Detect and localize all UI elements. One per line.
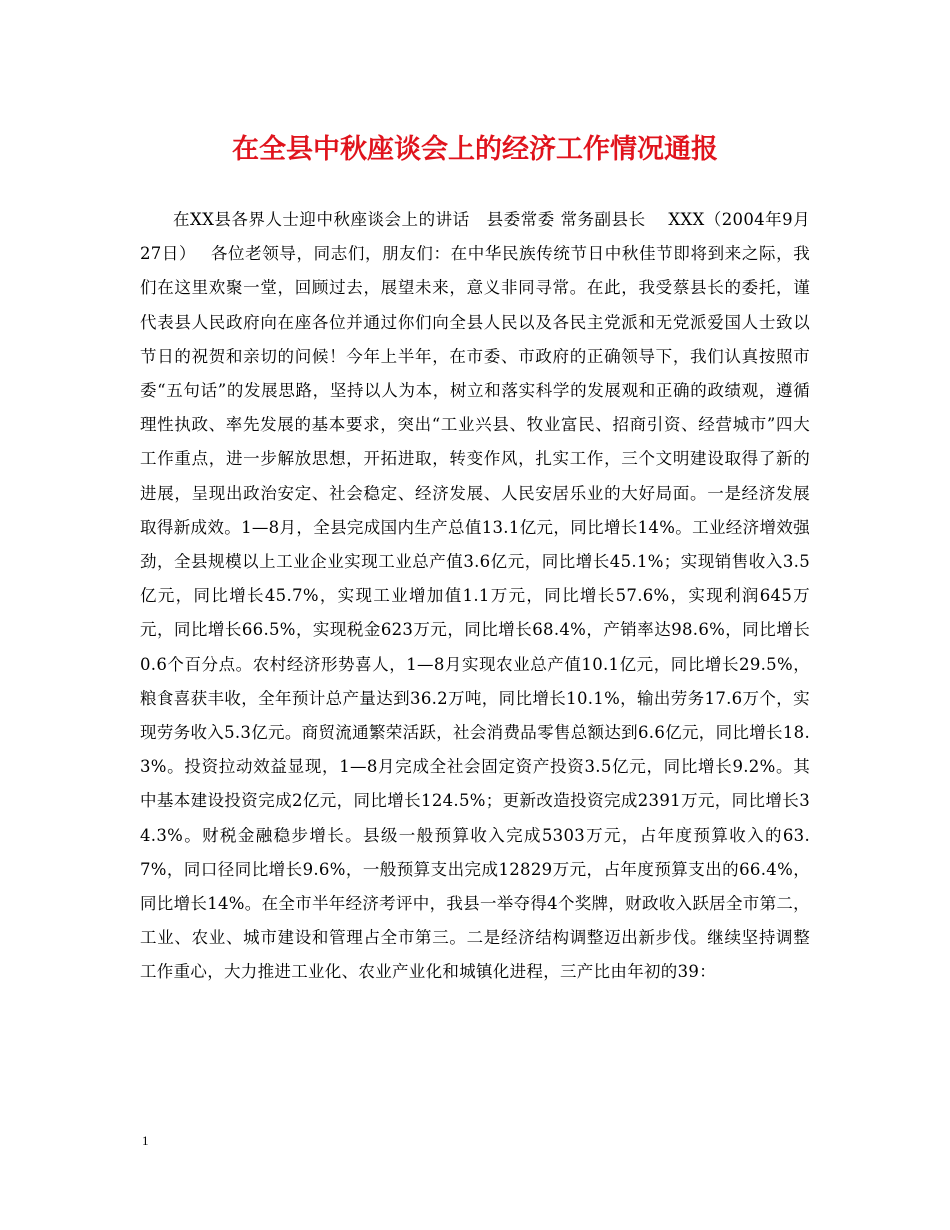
body-paragraph: 在XX县各界人士迎中秋座谈会上的讲话 县委常委 常务副县长 XXX（2004年9月27日） 各位老领导，同志们，朋友们：在中华民族传统节日中秋佳节即将到来之际，我们在这里欢聚一堂，回顾过去，展望未来，意义非同寻常。在此，我受蔡县长的委托，谨代表县人民政府向在座各位并通过你们向全县人民以及各民主党派和无党派爱国人士致以节日的祝贺和亲切的问候！今年上半年，在市委、市政府的正确领导下，我们认真按照市委“五句话”的发展思路，坚持以人为本，树立和落实科学的发展观和正确的政绩观，遵循理性执政、率先发展的基本要求，突出“工业兴县、牧业富民、招商引资、经营城市”四大工作重点，进一步解放思想，开拓进取，转变作风，扎实工作，三个文明建设取得了新的进展，呈现出政治安定、社会稳定、经济发展、人民安居乐业的大好局面。一是经济发展取得新成效。1—8月，全县完成国内生产总值13.1亿元，同比增长14%。工业经济增效强劲，全县规模以上工业企业实现工业总产值3.6亿元，同比增长45.1%；实现销售收入3.5亿元，同比增长45.7%，实现工业增加值1.1万元，同比增长57.6%，实现利润645万元，同比增长66.5%，实现税金623万元，同比增长68.4%，产销率达98.6%，同比增长0.6个百分点。农村经济形势喜人，1—8月实现农业总产值10.1亿元，同比增长29.5%，粮食喜获丰收，全年预计总产量达到36.2万吨，同比增长10.1%，输出劳务17.6万个，实现劳务收入5.3亿元。商贸流通繁荣活跃，社会消费品零售总额达到6.6亿元，同比增长18.3%。投资拉动效益显现，1—8月完成全社会固定资产投资3.5亿元，同比增长9.2%。其中基本建设投资完成2亿元，同比增长124.5%；更新改造投资完成2391万元，同比增长34.3%。财税金融稳步增长。县级一般预算收入完成5303万元，占年度预算收入的63.7%，同口径同比增长9.6%，一般预算支出完成12829万元，占年度预算支出的66.4%，同比增长14%。在全市半年经济考评中，我县一举夺得4个奖牌，财政收入跃居全市第二，工业、农业、城市建设和管理占全市第三。二是经济结构调整迈出新步伐。继续坚持调整工作重心，大力推进工业化、农业产业化和城镇化进程，三产比由年初的39： [140,210,810,982]
page-number: 1 [142,1133,149,1148]
document-title: 在全县中秋座谈会上的经济工作情况通报 [232,134,718,165]
